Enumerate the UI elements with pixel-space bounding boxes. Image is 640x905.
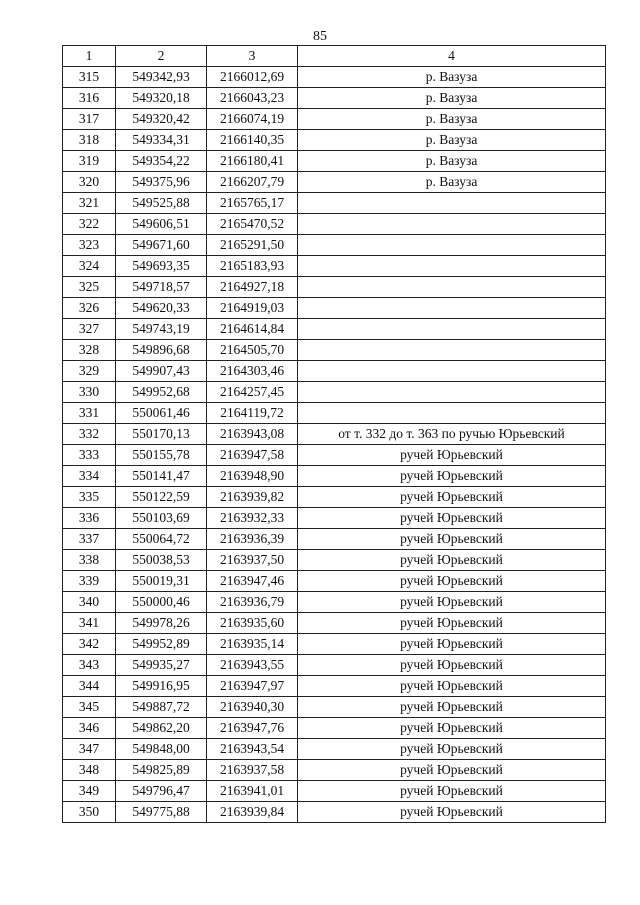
cell-x-coordinate: 549620,33 xyxy=(116,298,207,319)
cell-y-coordinate: 2165765,17 xyxy=(207,193,298,214)
cell-point-number: 315 xyxy=(63,67,116,88)
cell-x-coordinate: 549320,18 xyxy=(116,88,207,109)
cell-point-number: 327 xyxy=(63,319,116,340)
cell-x-coordinate: 549354,22 xyxy=(116,151,207,172)
cell-x-coordinate: 549907,43 xyxy=(116,361,207,382)
cell-description: ручей Юрьевский xyxy=(298,739,606,760)
cell-point-number: 320 xyxy=(63,172,116,193)
table-row xyxy=(63,529,606,550)
cell-x-coordinate: 550122,59 xyxy=(116,487,207,508)
cell-point-number: 318 xyxy=(63,130,116,151)
column-header-x-coordinate: 2 xyxy=(116,46,207,67)
cell-x-coordinate: 549862,20 xyxy=(116,718,207,739)
cell-description xyxy=(298,319,606,340)
table-row xyxy=(63,235,606,256)
cell-description: р. Вазуза xyxy=(298,172,606,193)
cell-x-coordinate: 549916,95 xyxy=(116,676,207,697)
cell-description xyxy=(298,340,606,361)
cell-y-coordinate: 2163936,39 xyxy=(207,529,298,550)
cell-y-coordinate: 2163947,76 xyxy=(207,718,298,739)
table-row xyxy=(63,88,606,109)
cell-y-coordinate: 2166180,41 xyxy=(207,151,298,172)
table-row xyxy=(63,571,606,592)
cell-y-coordinate: 2163937,58 xyxy=(207,760,298,781)
cell-point-number: 346 xyxy=(63,718,116,739)
cell-x-coordinate: 550061,46 xyxy=(116,403,207,424)
cell-y-coordinate: 2165183,93 xyxy=(207,256,298,277)
cell-point-number: 323 xyxy=(63,235,116,256)
cell-x-coordinate: 550141,47 xyxy=(116,466,207,487)
cell-y-coordinate: 2163941,01 xyxy=(207,781,298,802)
cell-y-coordinate: 2163947,46 xyxy=(207,571,298,592)
cell-point-number: 338 xyxy=(63,550,116,571)
cell-x-coordinate: 550000,46 xyxy=(116,592,207,613)
cell-x-coordinate: 550019,31 xyxy=(116,571,207,592)
cell-y-coordinate: 2166074,19 xyxy=(207,109,298,130)
cell-description: ручей Юрьевский xyxy=(298,487,606,508)
cell-description: ручей Юрьевский xyxy=(298,697,606,718)
cell-point-number: 333 xyxy=(63,445,116,466)
cell-point-number: 345 xyxy=(63,697,116,718)
table-row xyxy=(63,109,606,130)
cell-description: ручей Юрьевский xyxy=(298,466,606,487)
cell-point-number: 339 xyxy=(63,571,116,592)
cell-y-coordinate: 2163939,82 xyxy=(207,487,298,508)
cell-point-number: 317 xyxy=(63,109,116,130)
table-row xyxy=(63,634,606,655)
table-row xyxy=(63,130,606,151)
cell-y-coordinate: 2164257,45 xyxy=(207,382,298,403)
cell-y-coordinate: 2163939,84 xyxy=(207,802,298,823)
cell-point-number: 332 xyxy=(63,424,116,445)
cell-y-coordinate: 2164505,70 xyxy=(207,340,298,361)
table-row xyxy=(63,697,606,718)
cell-y-coordinate: 2163943,08 xyxy=(207,424,298,445)
cell-y-coordinate: 2163937,50 xyxy=(207,550,298,571)
cell-description xyxy=(298,382,606,403)
table-row xyxy=(63,718,606,739)
cell-y-coordinate: 2163947,58 xyxy=(207,445,298,466)
cell-point-number: 337 xyxy=(63,529,116,550)
cell-description: ручей Юрьевский xyxy=(298,655,606,676)
cell-description: р. Вазуза xyxy=(298,67,606,88)
table-row xyxy=(63,361,606,382)
cell-x-coordinate: 549342,93 xyxy=(116,67,207,88)
cell-y-coordinate: 2163940,30 xyxy=(207,697,298,718)
table-row xyxy=(63,487,606,508)
table-row xyxy=(63,67,606,88)
cell-description: ручей Юрьевский xyxy=(298,529,606,550)
table-header-row xyxy=(63,46,606,67)
table-row xyxy=(63,550,606,571)
table-row xyxy=(63,424,606,445)
cell-y-coordinate: 2164303,46 xyxy=(207,361,298,382)
cell-point-number: 329 xyxy=(63,361,116,382)
cell-description xyxy=(298,361,606,382)
coordinates-table xyxy=(62,45,606,823)
table-row xyxy=(63,781,606,802)
cell-y-coordinate: 2163943,55 xyxy=(207,655,298,676)
cell-y-coordinate: 2166043,23 xyxy=(207,88,298,109)
cell-description: ручей Юрьевский xyxy=(298,676,606,697)
cell-description: ручей Юрьевский xyxy=(298,613,606,634)
cell-description: ручей Юрьевский xyxy=(298,571,606,592)
cell-x-coordinate: 549671,60 xyxy=(116,235,207,256)
table-row xyxy=(63,403,606,424)
cell-y-coordinate: 2165470,52 xyxy=(207,214,298,235)
cell-description xyxy=(298,277,606,298)
cell-x-coordinate: 549935,27 xyxy=(116,655,207,676)
cell-description: ручей Юрьевский xyxy=(298,634,606,655)
cell-description: р. Вазуза xyxy=(298,88,606,109)
cell-point-number: 321 xyxy=(63,193,116,214)
table-row xyxy=(63,676,606,697)
cell-y-coordinate: 2163943,54 xyxy=(207,739,298,760)
cell-y-coordinate: 2163932,33 xyxy=(207,508,298,529)
table-row xyxy=(63,214,606,235)
cell-x-coordinate: 550064,72 xyxy=(116,529,207,550)
cell-description: ручей Юрьевский xyxy=(298,760,606,781)
table-row xyxy=(63,382,606,403)
cell-point-number: 336 xyxy=(63,508,116,529)
cell-x-coordinate: 549978,26 xyxy=(116,613,207,634)
table-row xyxy=(63,445,606,466)
cell-y-coordinate: 2163935,60 xyxy=(207,613,298,634)
cell-point-number: 322 xyxy=(63,214,116,235)
table-row xyxy=(63,172,606,193)
table-row xyxy=(63,592,606,613)
cell-point-number: 341 xyxy=(63,613,116,634)
cell-description: ручей Юрьевский xyxy=(298,718,606,739)
table-row xyxy=(63,466,606,487)
cell-y-coordinate: 2164927,18 xyxy=(207,277,298,298)
cell-x-coordinate: 549825,89 xyxy=(116,760,207,781)
cell-y-coordinate: 2166012,69 xyxy=(207,67,298,88)
cell-point-number: 328 xyxy=(63,340,116,361)
cell-point-number: 348 xyxy=(63,760,116,781)
cell-point-number: 347 xyxy=(63,739,116,760)
cell-description xyxy=(298,403,606,424)
cell-y-coordinate: 2163936,79 xyxy=(207,592,298,613)
cell-description: р. Вазуза xyxy=(298,109,606,130)
table-row xyxy=(63,613,606,634)
cell-x-coordinate: 549606,51 xyxy=(116,214,207,235)
table-row xyxy=(63,277,606,298)
cell-point-number: 343 xyxy=(63,655,116,676)
cell-x-coordinate: 549525,88 xyxy=(116,193,207,214)
cell-description xyxy=(298,298,606,319)
cell-description: ручей Юрьевский xyxy=(298,550,606,571)
cell-point-number: 330 xyxy=(63,382,116,403)
cell-point-number: 350 xyxy=(63,802,116,823)
table-row xyxy=(63,319,606,340)
cell-x-coordinate: 549887,72 xyxy=(116,697,207,718)
cell-point-number: 319 xyxy=(63,151,116,172)
cell-x-coordinate: 549375,96 xyxy=(116,172,207,193)
cell-description: от т. 332 до т. 363 по ручью Юрьевский xyxy=(298,424,606,445)
table-row xyxy=(63,193,606,214)
cell-y-coordinate: 2164119,72 xyxy=(207,403,298,424)
table-row xyxy=(63,760,606,781)
cell-y-coordinate: 2166207,79 xyxy=(207,172,298,193)
cell-description xyxy=(298,214,606,235)
table-row xyxy=(63,508,606,529)
table-row xyxy=(63,802,606,823)
cell-y-coordinate: 2165291,50 xyxy=(207,235,298,256)
cell-point-number: 326 xyxy=(63,298,116,319)
table-row xyxy=(63,739,606,760)
cell-point-number: 349 xyxy=(63,781,116,802)
cell-description: ручей Юрьевский xyxy=(298,802,606,823)
cell-y-coordinate: 2164919,03 xyxy=(207,298,298,319)
table-body xyxy=(63,67,606,823)
cell-description xyxy=(298,256,606,277)
cell-description xyxy=(298,193,606,214)
table-row xyxy=(63,340,606,361)
cell-point-number: 340 xyxy=(63,592,116,613)
cell-point-number: 325 xyxy=(63,277,116,298)
column-header-description: 4 xyxy=(298,46,606,67)
cell-point-number: 342 xyxy=(63,634,116,655)
table-row xyxy=(63,655,606,676)
cell-point-number: 331 xyxy=(63,403,116,424)
cell-x-coordinate: 549718,57 xyxy=(116,277,207,298)
cell-point-number: 316 xyxy=(63,88,116,109)
cell-point-number: 344 xyxy=(63,676,116,697)
cell-x-coordinate: 550103,69 xyxy=(116,508,207,529)
column-header-point-number: 1 xyxy=(63,46,116,67)
cell-x-coordinate: 549952,89 xyxy=(116,634,207,655)
table-row xyxy=(63,298,606,319)
cell-x-coordinate: 549848,00 xyxy=(116,739,207,760)
cell-description: ручей Юрьевский xyxy=(298,508,606,529)
cell-x-coordinate: 549743,19 xyxy=(116,319,207,340)
page-number: 85 xyxy=(313,29,327,44)
table-row xyxy=(63,151,606,172)
cell-x-coordinate: 549334,31 xyxy=(116,130,207,151)
cell-description: ручей Юрьевский xyxy=(298,592,606,613)
column-header-y-coordinate: 3 xyxy=(207,46,298,67)
cell-description: р. Вазуза xyxy=(298,151,606,172)
cell-description: р. Вазуза xyxy=(298,130,606,151)
cell-x-coordinate: 549952,68 xyxy=(116,382,207,403)
cell-y-coordinate: 2163935,14 xyxy=(207,634,298,655)
cell-y-coordinate: 2164614,84 xyxy=(207,319,298,340)
cell-x-coordinate: 549320,42 xyxy=(116,109,207,130)
cell-x-coordinate: 550170,13 xyxy=(116,424,207,445)
cell-x-coordinate: 549693,35 xyxy=(116,256,207,277)
cell-y-coordinate: 2163947,97 xyxy=(207,676,298,697)
cell-point-number: 334 xyxy=(63,466,116,487)
cell-x-coordinate: 550155,78 xyxy=(116,445,207,466)
cell-x-coordinate: 549796,47 xyxy=(116,781,207,802)
cell-x-coordinate: 549775,88 xyxy=(116,802,207,823)
cell-description xyxy=(298,235,606,256)
cell-point-number: 335 xyxy=(63,487,116,508)
cell-description: ручей Юрьевский xyxy=(298,445,606,466)
cell-x-coordinate: 549896,68 xyxy=(116,340,207,361)
cell-y-coordinate: 2166140,35 xyxy=(207,130,298,151)
cell-x-coordinate: 550038,53 xyxy=(116,550,207,571)
cell-y-coordinate: 2163948,90 xyxy=(207,466,298,487)
cell-description: ручей Юрьевский xyxy=(298,781,606,802)
cell-point-number: 324 xyxy=(63,256,116,277)
table-row xyxy=(63,256,606,277)
